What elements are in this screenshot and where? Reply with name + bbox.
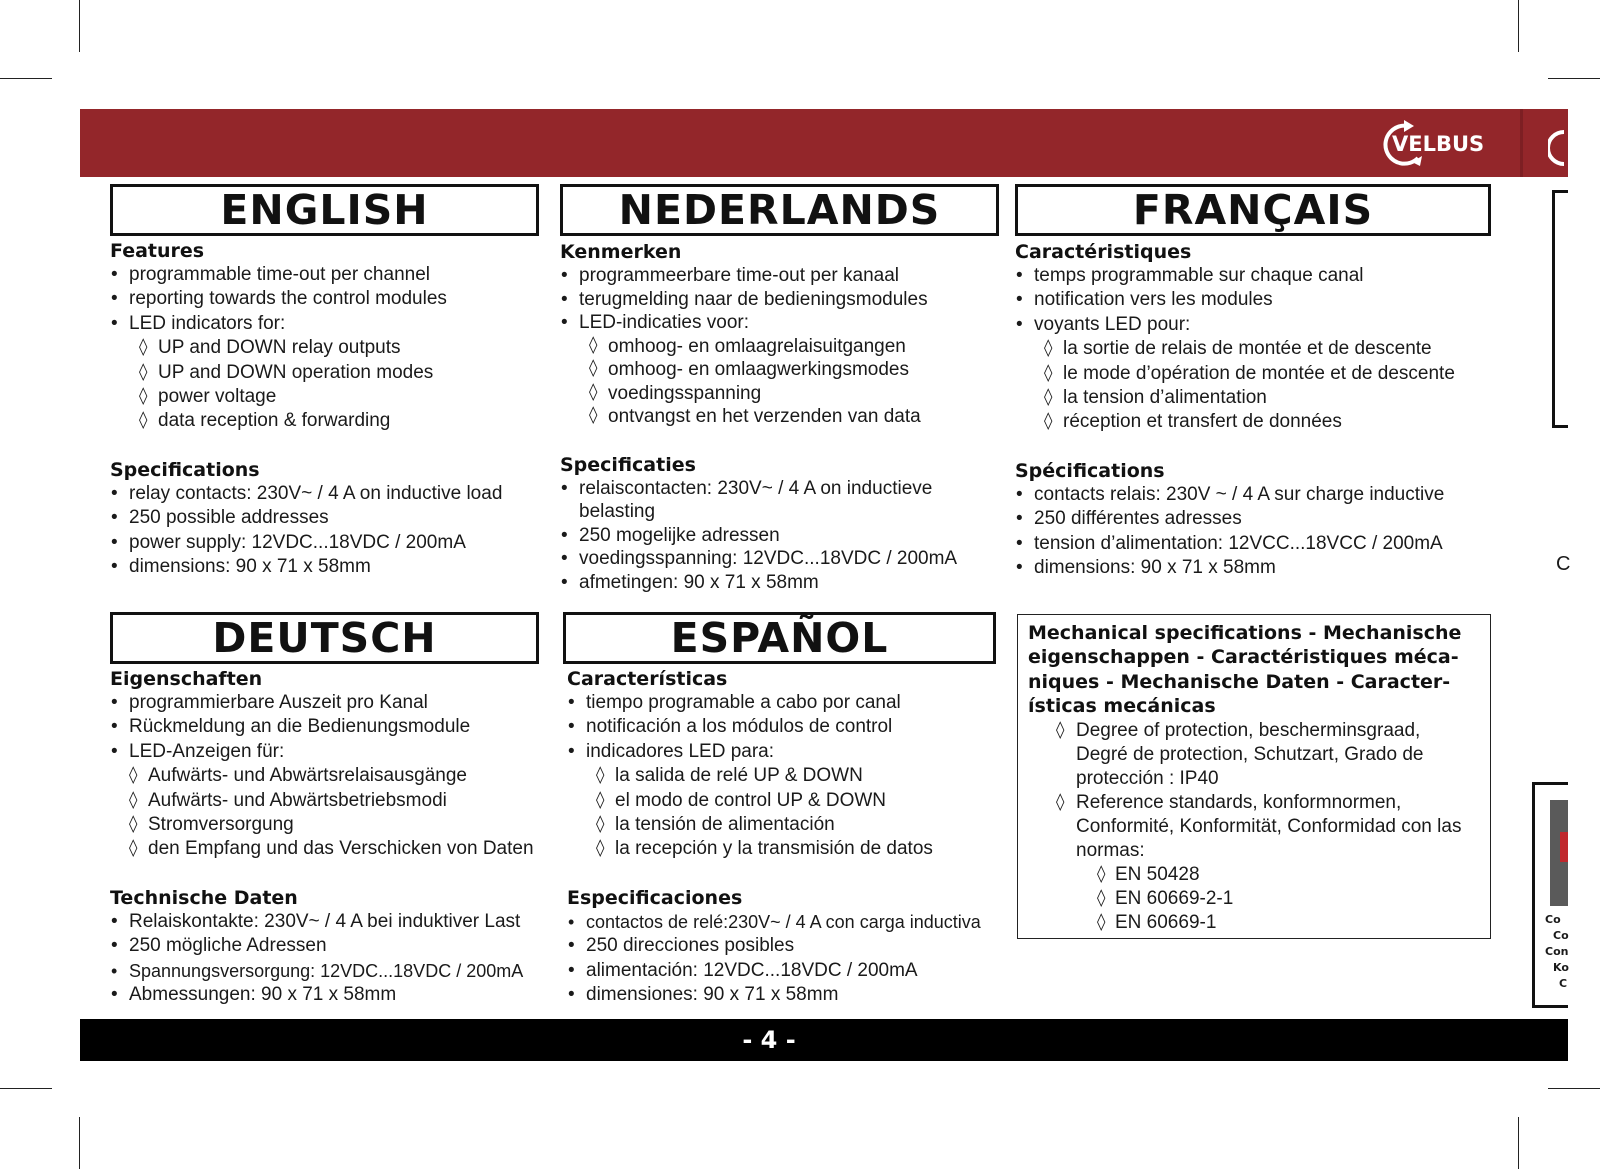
list-item: ◊ la sortie de relais de montée et de descente xyxy=(1015,337,1495,361)
list-item: • temps programmable sur chaque canal xyxy=(1015,264,1495,288)
protection-line: ◊ Degree of protection, bescherminsgraad, xyxy=(1076,719,1421,741)
espanol-features-title: Características xyxy=(567,668,728,690)
list-item: • programmierbare Auszeit pro Kanal xyxy=(110,691,550,715)
espanol-column xyxy=(567,667,1007,1007)
deutsch-specs-list xyxy=(110,910,550,1008)
list-item: • dimensions: 90 x 71 x 58mm xyxy=(110,555,540,579)
list-item: • reporting towards the control modules xyxy=(110,287,540,311)
mechanical-specs-box xyxy=(1017,614,1491,939)
list-item: • notification vers les modules xyxy=(1015,288,1495,312)
list-item: • LED-Anzeigen für: xyxy=(110,740,550,764)
list-item: ◊ den Empfang und das Verschicken von Daten xyxy=(100,837,550,861)
list-item: • terugmelding naar de bedieningsmodules xyxy=(560,288,990,312)
list-item: • programmable time-out per channel xyxy=(110,263,540,287)
list-item: • voedingsspanning: 12VDC...18VDC / 200mA xyxy=(560,547,975,571)
english-heading: ENGLISH xyxy=(110,184,539,236)
fragment: Ko xyxy=(1553,961,1569,974)
nederlands-heading: NEDERLANDS xyxy=(560,184,999,236)
list-item: ◊ la tensión de alimentación xyxy=(567,813,1007,837)
crop-mark xyxy=(79,0,80,52)
title-line: ísticas mecánicas xyxy=(1028,695,1216,718)
list-item: • contactos de relé:230V~ / 4 A con carga inductiva xyxy=(567,910,1007,934)
list-item: ◊ la tension d’alimentation xyxy=(1015,386,1495,410)
list-item: • 250 direcciones posibles xyxy=(567,934,1007,958)
list-item: • LED indicators for: xyxy=(110,312,540,336)
francais-heading: FRANÇAIS xyxy=(1015,184,1491,236)
deutsch-led-list xyxy=(100,764,550,862)
deutsch-specs-title: Technische Daten xyxy=(110,886,298,909)
nederlands-features-list xyxy=(560,264,990,335)
list-item: • dimensiones: 90 x 71 x 58mm xyxy=(567,983,1007,1007)
list-item: ◊ UP and DOWN relay outputs xyxy=(110,336,540,360)
logo-fragment-icon xyxy=(1548,128,1568,168)
english-specs-title: Specifications xyxy=(110,458,260,481)
list-item: • Rückmeldung an die Bedienungsmodule xyxy=(110,715,550,739)
list-item: • power supply: 12VDC...18VDC / 200mA xyxy=(110,531,540,555)
crop-mark xyxy=(1548,1088,1600,1089)
crop-mark xyxy=(1548,78,1600,79)
list-item: ◊ EN 60669-2-1 xyxy=(1076,887,1480,911)
list-item: ◊ voedingsspanning xyxy=(560,382,990,406)
crop-mark xyxy=(1518,1117,1519,1169)
nederlands-specs-title: Specificaties xyxy=(560,453,696,476)
list-item: ◊ data reception & forwarding xyxy=(110,409,540,433)
list-item: ◊ la recepción y la transmisión de datos xyxy=(567,837,1007,861)
espanol-specs-list xyxy=(567,910,1007,1008)
deutsch-features-list xyxy=(110,691,550,764)
list-item: • dimensions: 90 x 71 x 58mm xyxy=(1015,556,1495,580)
list-item: • 250 mögliche Adressen xyxy=(110,934,550,958)
list-item: ◊ UP and DOWN operation modes xyxy=(110,361,540,385)
velbus-logo xyxy=(1384,118,1484,170)
edge-letter: C xyxy=(1556,553,1571,575)
deutsch-column xyxy=(110,667,550,1007)
header-band xyxy=(80,109,1568,177)
fragment: Con xyxy=(1545,945,1569,958)
fragment: C xyxy=(1559,977,1568,990)
standards-line: normas: xyxy=(1076,839,1145,861)
edge-bracket xyxy=(1552,190,1568,428)
list-item: • LED-indicaties voor: xyxy=(560,311,990,335)
list-item: • relay contacts: 230V~ / 4 A on inductive load xyxy=(110,482,540,506)
list-item: ◊ EN 60669-1 xyxy=(1076,911,1480,935)
espanol-features-list xyxy=(567,691,1007,764)
protection-line: Degré de protection, Schutzart, Grado de xyxy=(1076,743,1424,765)
title-line: eigenschappen - Caractéristiques méca- xyxy=(1028,646,1459,669)
list-item: ◊ réception et transfert de données xyxy=(1015,410,1495,434)
espanol-led-list xyxy=(567,764,1007,862)
list-item: • Abmessungen: 90 x 71 x 58mm xyxy=(110,983,550,1007)
nederlands-specs-list xyxy=(560,477,975,595)
list-item: ◊ omhoog- en omlaagwerkingsmodes xyxy=(560,358,990,382)
english-specs-list xyxy=(110,482,540,580)
espanol-specs-title: Especificaciones xyxy=(567,886,743,909)
list-item: • 250 possible addresses xyxy=(110,506,540,530)
standards-item xyxy=(1028,791,1480,935)
english-led-list xyxy=(110,336,540,434)
list-item: ◊ omhoog- en omlaagrelaisuitgangen xyxy=(560,335,990,359)
title-line: niques - Mechanische Daten - Caracter- xyxy=(1028,670,1451,693)
title-line: Mechanical specifications - Mechanische xyxy=(1028,622,1462,644)
list-item: • tension d’alimentation: 12VCC...18VCC / 200mA xyxy=(1015,532,1495,556)
mechanical-specs-title xyxy=(1028,621,1480,719)
list-item: • alimentación: 12VDC...18VDC / 200mA xyxy=(567,959,1007,983)
english-features-list xyxy=(110,263,540,336)
francais-specs-list xyxy=(1015,483,1495,581)
francais-features-list xyxy=(1015,264,1495,337)
list-item: • 250 mogelijke adressen xyxy=(560,524,975,548)
list-item: ◊ EN 50428 xyxy=(1076,863,1480,887)
edge-text-fragment xyxy=(1545,912,1569,992)
mechanical-specs-list xyxy=(1028,719,1480,935)
nederlands-features-title: Kenmerken xyxy=(560,241,682,263)
standards-line: Conformité, Konformität, Conformidad con las xyxy=(1076,815,1462,837)
english-features-title: Features xyxy=(110,240,205,262)
list-item: • contacts relais: 230V ~ / 4 A sur charge inductive xyxy=(1015,483,1495,507)
crop-mark xyxy=(1518,0,1519,52)
protection-item xyxy=(1028,719,1480,791)
list-item: ◊ power voltage xyxy=(110,385,540,409)
list-item: • notificación a los módulos de control xyxy=(567,715,1007,739)
list-item: ◊ ontvangst en het verzenden van data xyxy=(560,405,990,429)
espanol-heading: ESPAÑOL xyxy=(563,612,996,664)
francais-led-list xyxy=(1015,337,1495,435)
list-item: • tiempo programable a cabo por canal xyxy=(567,691,1007,715)
francais-features-title: Caractéristiques xyxy=(1015,241,1192,263)
nederlands-led-list xyxy=(560,335,990,429)
english-column xyxy=(110,239,540,579)
deutsch-features-title: Eigenschaften xyxy=(110,668,263,690)
list-item: ◊ Aufwärts- und Abwärtsbetriebsmodi xyxy=(100,789,550,813)
list-item: • relaiscontacten: 230V~ / 4 A on inductieve belasting xyxy=(560,477,949,524)
list-item: • afmetingen: 90 x 71 x 58mm xyxy=(560,571,975,595)
fragment: Co xyxy=(1545,913,1561,926)
standards-list xyxy=(1076,863,1480,935)
list-item: • Relaiskontakte: 230V~ / 4 A bei induktiver Last xyxy=(110,910,550,934)
deutsch-heading: DEUTSCH xyxy=(110,612,539,664)
crop-mark xyxy=(0,1088,52,1089)
list-item: • indicadores LED para: xyxy=(567,740,1007,764)
crop-mark xyxy=(0,78,52,79)
page-number: - 4 - xyxy=(742,1026,796,1054)
list-item: ◊ Aufwärts- und Abwärtsrelaisausgänge xyxy=(100,764,550,788)
standards-line: ◊ Reference standards, konformnormen, xyxy=(1076,791,1402,813)
nederlands-column xyxy=(560,240,990,594)
list-item: • 250 différentes adresses xyxy=(1015,507,1495,531)
list-item: • programmeerbare time-out per kanaal xyxy=(560,264,990,288)
francais-column xyxy=(1015,240,1495,580)
list-item: • voyants LED pour: xyxy=(1015,313,1495,337)
edge-device-red xyxy=(1560,832,1568,862)
protection-line: protección : IP40 xyxy=(1076,767,1219,789)
fragment: Co xyxy=(1553,929,1569,942)
crop-mark xyxy=(79,1117,80,1169)
list-item: ◊ la salida de relé UP & DOWN xyxy=(567,764,1007,788)
list-item: ◊ el modo de control UP & DOWN xyxy=(567,789,1007,813)
francais-specs-title: Spécifications xyxy=(1015,459,1165,482)
logo-text: VELBUS xyxy=(1392,132,1485,156)
list-item: • Spannungsversorgung: 12VDC...18VDC / 200mA xyxy=(110,959,550,983)
footer-band xyxy=(80,1019,1568,1061)
band-separator xyxy=(1520,109,1523,177)
list-item: ◊ le mode d’opération de montée et de descente xyxy=(1015,362,1495,386)
list-item: ◊ Stromversorgung xyxy=(100,813,550,837)
